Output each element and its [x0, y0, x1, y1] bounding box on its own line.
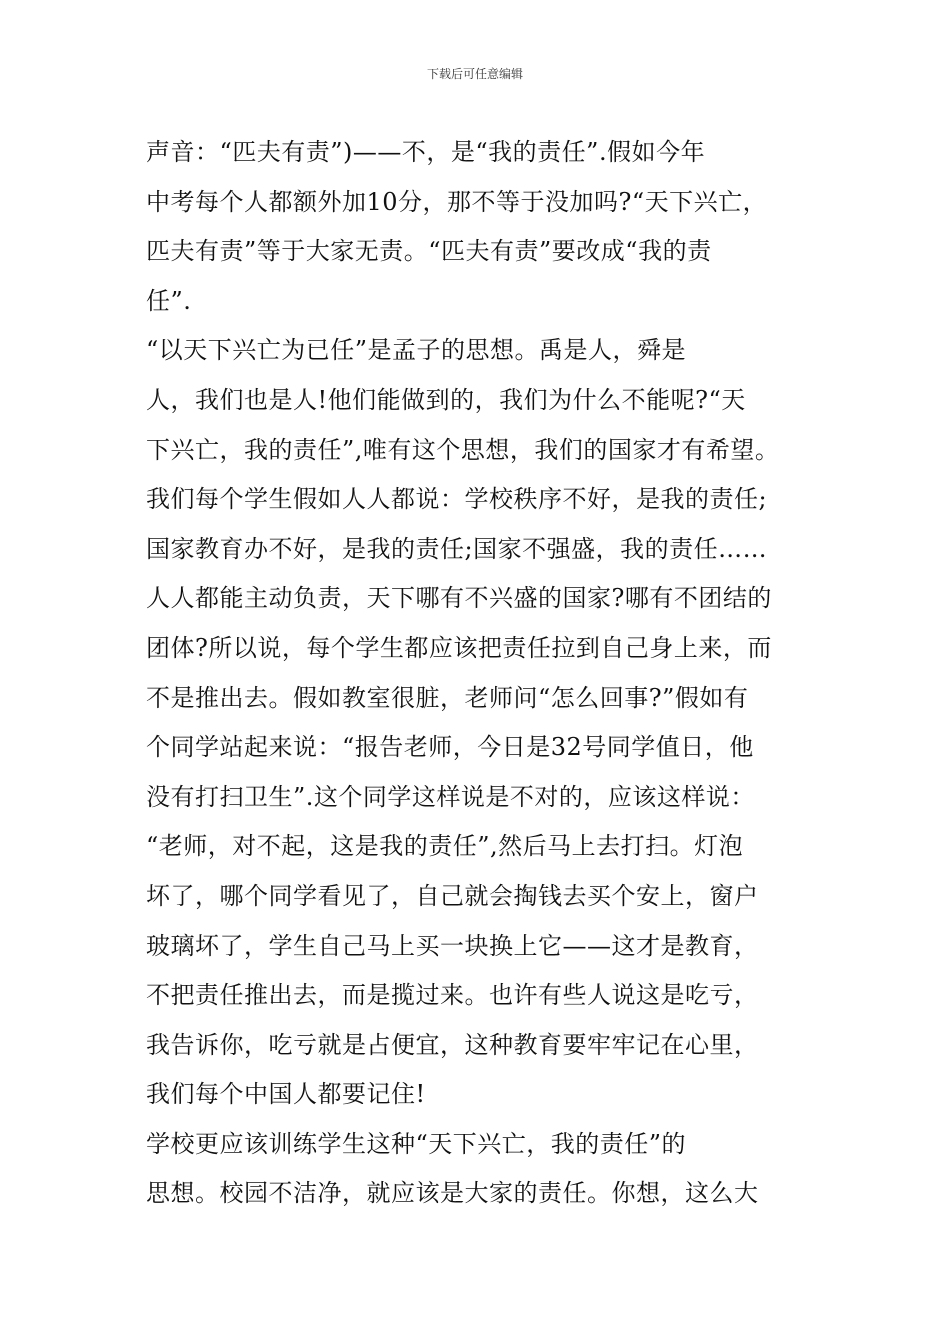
text-line: 我们每个中国人都要记住!: [146, 1080, 426, 1109]
text-line: 个同学站起来说：“报告老师，今日是32号同学值日，他: [146, 733, 754, 762]
text-line: 不把责任推出去，而是揽过来。也许有些人说这是吃亏，: [146, 981, 759, 1010]
text-line: 人，我们也是人!他们能做到的，我们为什么不能呢?“天: [146, 385, 746, 414]
text-line: 没有打扫卫生”.这个同学这样说是不对的，应该这样说：: [146, 782, 755, 811]
text-line: 我们每个学生假如人人都说：学校秩序不好，是我的责任;: [146, 485, 768, 514]
text-line: 人人都能主动负责，天下哪有不兴盛的国家?哪有不团结的: [146, 584, 772, 613]
page-header: 下载后可任意编辑: [426, 67, 523, 81]
text-line: 不是推出去。假如教室很脏，老师问“怎么回事?”假如有: [146, 683, 749, 712]
text-line: 匹夫有责”等于大家无责。“匹夫有责”要改成“我的责: [146, 237, 712, 266]
text-line: 下兴亡，我的责任”,唯有这个思想，我们的国家才有希望。: [146, 435, 780, 464]
paragraph-start-line: 学校更应该训练学生这种“天下兴亡，我的责任”的: [146, 1129, 687, 1158]
text-line: “老师，对不起，这是我的责任”,然后马上去打扫。灯泡: [146, 832, 744, 861]
paragraph-start-line: “以天下兴亡为已任”是孟子的思想。禹是人，舜是: [146, 336, 687, 365]
text-line: 我告诉你，吃亏就是占便宜，这种教育要牢牢记在心里，: [146, 1030, 759, 1059]
text-line: 声音：“匹夫有责”)——不，是“我的责任”.假如今年: [146, 138, 706, 166]
body-text: [146, 128, 826, 1219]
text-line: 国家教育办不好，是我的责任;国家不强盛，我的责任……: [146, 534, 768, 563]
text-line: 坏了，哪个同学看见了，自己就会掏钱去买个安上，窗户: [146, 881, 759, 910]
text-line: 中考每个人都额外加10分，那不等于没加吗?“天下兴亡，: [146, 187, 768, 216]
text-line: 任”.: [146, 286, 192, 315]
text-line: 思想。校园不洁净，就应该是大家的责任。你想，这么大: [146, 1179, 759, 1208]
text-line: 玻璃坏了，学生自己马上买一块换上它——这才是教育，: [146, 931, 759, 960]
text-line: 团体?所以说，每个学生都应该把责任拉到自己身上来，而: [146, 633, 772, 662]
